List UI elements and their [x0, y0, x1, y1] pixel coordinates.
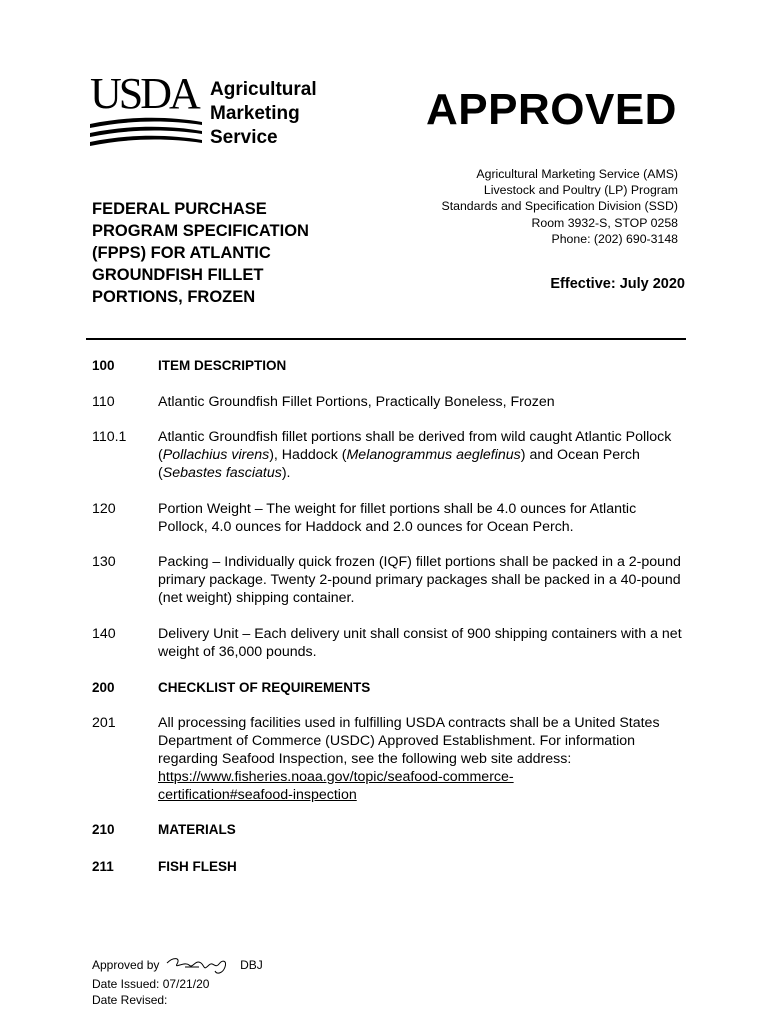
approval-footer [92, 955, 263, 1008]
section-text: Portion Weight – The weight for fillet portions shall be 4.0 ounces for Atlantic Pollock, 4.0 ounces for Haddock and 2.0 ounces for Ocean Perch. [158, 501, 637, 535]
address-line: Livestock and Poultry (LP) Program [483, 183, 678, 198]
section-text: Atlantic Groundfish Fillet Portions, Practically Boneless, Frozen [158, 394, 555, 410]
section-number: 110.1 [92, 429, 127, 445]
section-number: 201 [92, 715, 116, 731]
section-130 [92, 553, 692, 607]
seafood-inspection-link[interactable]: https://www.fisheries.noaa.gov/topic/seafood-commerce- certification#seafood-inspection [158, 769, 514, 803]
section-210 [92, 821, 692, 839]
date-issued: Date Issued: 07/21/20 [92, 977, 210, 991]
section-110-1 [92, 428, 692, 482]
section-140 [92, 625, 692, 661]
section-heading: CHECKLIST OF REQUIREMENTS [158, 680, 371, 695]
section-number: 120 [92, 501, 116, 517]
section-number: 140 [92, 626, 116, 642]
logo-line-marketing: Marketing [210, 103, 300, 124]
document-title [92, 198, 382, 308]
usda-swoosh-icon [88, 114, 204, 150]
title-line: FEDERAL PURCHASE [92, 200, 267, 218]
section-heading: FISH FLESH [158, 859, 237, 874]
approved-stamp: APPROVED [426, 85, 677, 134]
effective-date: Effective: July 2020 [550, 276, 685, 292]
date-revised: Date Revised: [92, 992, 168, 1007]
title-line: (FPPS) FOR ATLANTIC [92, 244, 271, 262]
section-110 [92, 393, 692, 411]
address-line: Room 3932-S, STOP 0258 [531, 215, 678, 230]
section-heading: MATERIALS [158, 822, 236, 837]
approver-initials: DBJ [240, 958, 263, 973]
usda-ams-logo [84, 60, 334, 156]
usda-wordmark: USDA [90, 69, 198, 118]
section-number: 130 [92, 554, 116, 570]
section-number: 100 [92, 358, 115, 373]
species-name: Pollachius virens [162, 447, 270, 463]
approved-by-row [92, 955, 263, 977]
section-120 [92, 500, 692, 536]
title-line: PORTIONS, FROZEN [92, 288, 256, 306]
section-text: All processing facilities used in fulfilling USDA contracts shall be a United States Department of Commerce (USDC) Approved Establishment. For information regarding Seafood Inspection, see the following web site address: https://www.fisheries.noaa.gov/topic/seafood-commerce- certification#seafood-inspection [158, 715, 660, 803]
section-heading: ITEM DESCRIPTION [158, 358, 287, 373]
signature-icon [165, 955, 235, 977]
section-200 [92, 679, 692, 697]
section-text: Atlantic Groundfish fillet portions shall be derived from wild caught Atlantic Pollock (Pollachius virens), Haddock (Melanogrammus aeglefinus) and Ocean Perch (Sebastes fasciatus). [158, 429, 672, 481]
agency-address [442, 166, 679, 247]
section-number: 110 [92, 394, 115, 410]
section-number: 210 [92, 822, 115, 837]
logo-line-service: Service [210, 127, 278, 148]
section-text: Packing – Individually quick frozen (IQF) fillet portions shall be packed in a 2-pound primary package. Twenty 2-pound primary packages shall be packed in a 40-pound (net weight) shipping container. [158, 554, 681, 606]
section-201 [92, 714, 692, 804]
title-line: PROGRAM SPECIFICATION [92, 222, 309, 240]
section-number: 211 [92, 859, 114, 874]
address-line: Standards and Specification Division (SSD) [441, 199, 678, 214]
section-number: 200 [92, 680, 115, 695]
address-line: Phone: (202) 690-3148 [551, 231, 678, 246]
species-name: Melanogrammus aeglefinus [346, 447, 521, 463]
section-text: Delivery Unit – Each delivery unit shall consist of 900 shipping containers with a net weight of 36,000 pounds. [158, 626, 682, 660]
section-100 [92, 357, 692, 375]
species-name: Sebastes fasciatus [162, 465, 282, 481]
approved-by-label: Approved by [92, 958, 160, 973]
title-line: GROUNDFISH FILLET [92, 266, 264, 284]
section-211 [92, 858, 692, 876]
logo-line-agricultural: Agricultural [210, 79, 317, 100]
address-line: Agricultural Marketing Service (AMS) [476, 167, 678, 181]
header-divider [86, 338, 686, 340]
